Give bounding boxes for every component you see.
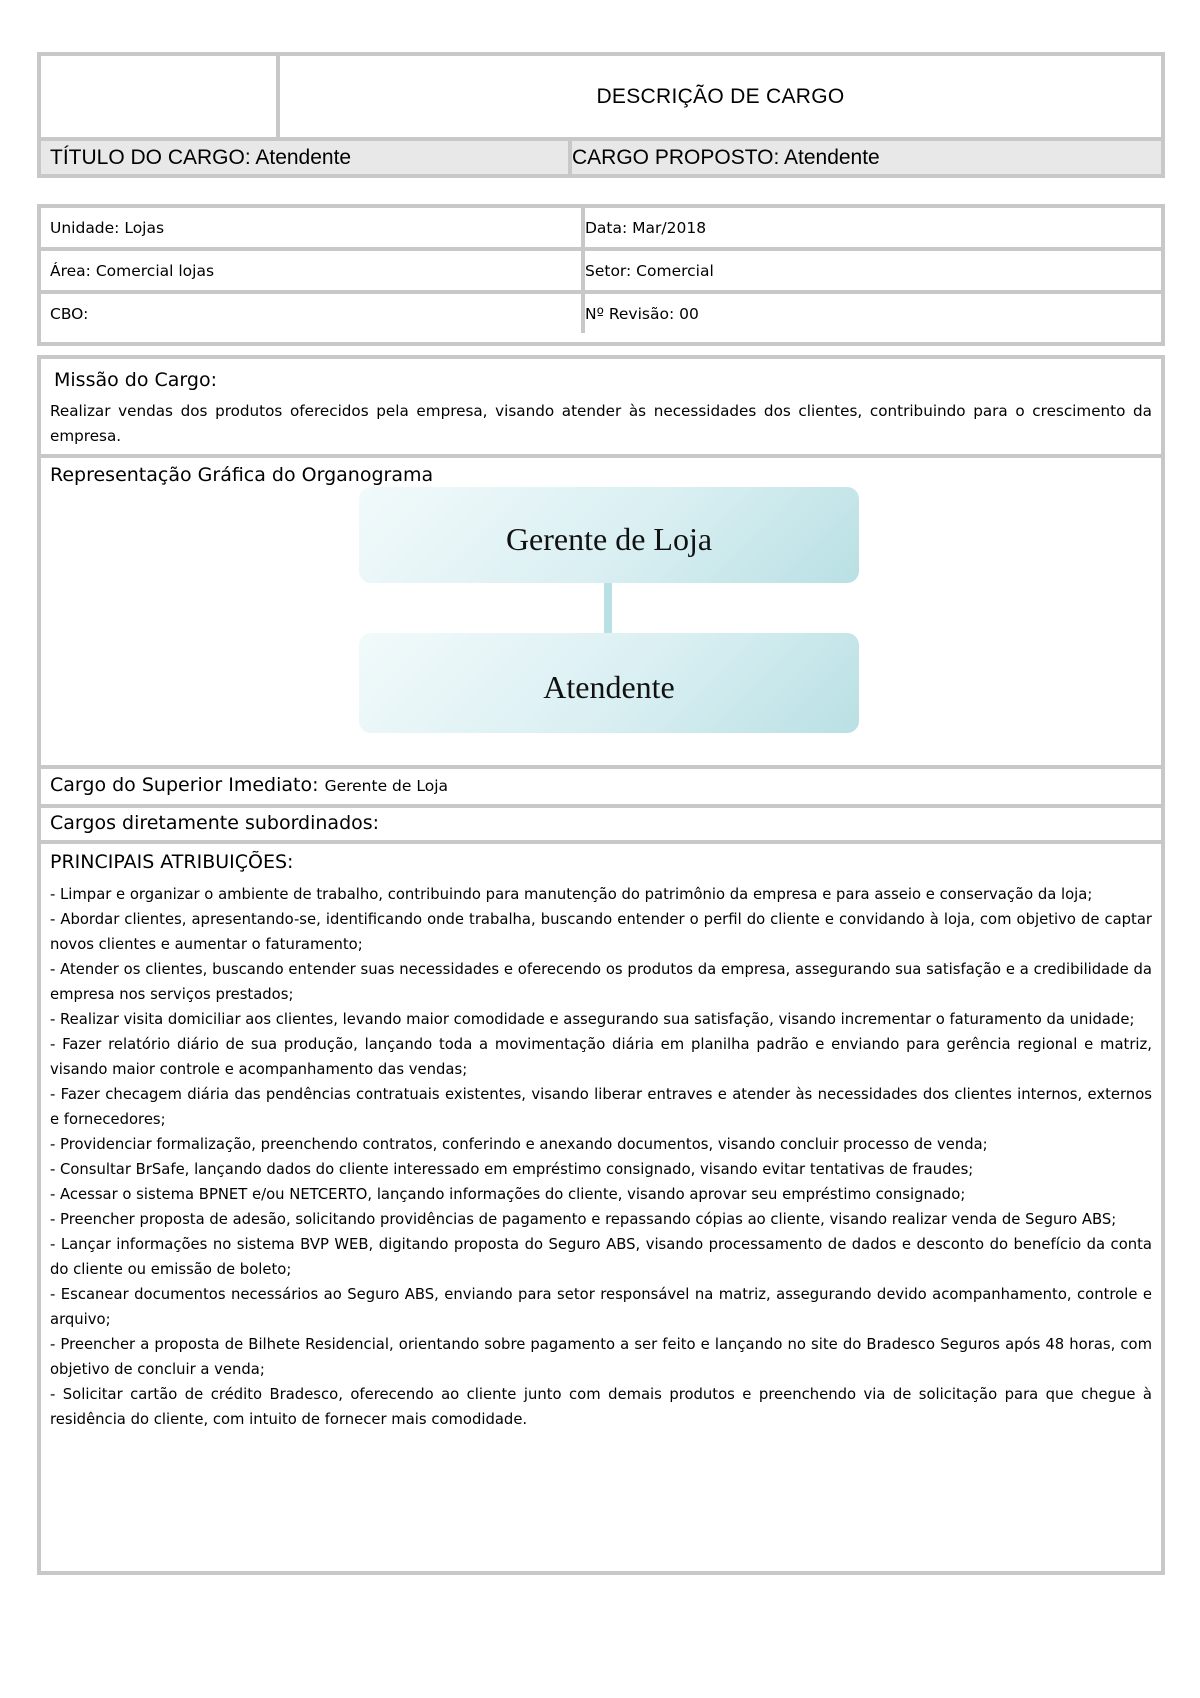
list-item: - Abordar clientes, apresentando-se, identificando onde trabalha, buscando entender o perfil do cliente e convidando à loja, com objetivo de captar novos clientes e aumentar o faturamento;	[50, 911, 1152, 953]
list-item: - Escanear documentos necessários ao Seguro ABS, enviando para setor responsável na matriz, assegurando devido acompanhamento, controle e arquivo;	[50, 1286, 1152, 1328]
mission-title: Missão do Cargo:	[54, 369, 217, 391]
header-bottom-row	[41, 141, 1161, 174]
info-table	[37, 204, 1165, 346]
list-item: - Preencher proposta de adesão, solicitando providências de pagamento e repassando cópias ao cliente, visando realizar venda de Seguro ABS;	[50, 1211, 1117, 1228]
info-row	[41, 290, 1161, 333]
list-item: - Acessar o sistema BPNET e/ou NETCERTO, lançando informações do cliente, visando aprovar seu empréstimo consignado;	[50, 1186, 966, 1203]
list-item: - Realizar visita domiciliar aos clientes, levando maior comodidade e assegurando sua satisfação, visando incrementar o faturamento da unidade;	[50, 1011, 1135, 1028]
org-chart-title: Representação Gráfica do Organograma	[50, 464, 434, 486]
document-title: DESCRIÇÃO DE CARGO	[596, 84, 845, 108]
header-top-row	[41, 56, 1161, 141]
unidade-field: Unidade: Lojas	[41, 208, 585, 247]
subordinates-section	[41, 808, 1161, 844]
org-chart-section	[41, 458, 1161, 769]
revisao-field: Nº Revisão: 00	[585, 304, 699, 323]
main-table	[37, 355, 1165, 1575]
superior-row	[50, 774, 448, 796]
superior-value: Gerente de Loja	[324, 777, 448, 795]
mission-section	[41, 359, 1161, 458]
org-node-manager: Gerente de Loja	[359, 487, 859, 583]
attributions-title: PRINCIPAIS ATRIBUIÇÕES:	[50, 851, 294, 873]
area-field: Área: Comercial lojas	[41, 251, 585, 290]
header-table	[37, 52, 1165, 178]
list-item: - Providenciar formalização, preenchendo contratos, conferindo e anexando documentos, visando concluir processo de venda;	[50, 1136, 988, 1153]
superior-label: Cargo do Superior Imediato:	[50, 774, 319, 796]
list-item: - Consultar BrSafe, lançando dados do cliente interessado em empréstimo consignado, visando evitar tentativas de fraudes;	[50, 1161, 974, 1178]
list-item: - Limpar e organizar o ambiente de trabalho, contribuindo para manutenção do patrimônio da empresa e para asseio e conservação da loja;	[50, 886, 1093, 903]
info-row	[41, 247, 1161, 290]
list-item: - Solicitar cartão de crédito Bradesco, oferecendo ao cliente junto com demais produtos e preenchendo via de solicitação para que chegue à residência do cliente, com intuito de fornecer mais comodidade.	[50, 1386, 1152, 1428]
list-item: - Fazer checagem diária das pendências contratuais existentes, visando liberar entraves e atender às necessidades dos clientes internos, externos e fornecedores;	[50, 1086, 1152, 1128]
list-item: - Atender os clientes, buscando entender suas necessidades e oferecendo os produtos da empresa, assegurando sua satisfação e a credibilidade da empresa nos serviços prestados;	[50, 961, 1152, 1003]
cbo-field: CBO:	[41, 294, 585, 333]
list-item: - Lançar informações no sistema BVP WEB, digitando proposta do Seguro ABS, visando processamento de dados e desconto do benefício da conta do cliente ou emissão de boleto;	[50, 1236, 1152, 1278]
attributions-list	[50, 882, 1152, 1432]
mission-text: Realizar vendas dos produtos oferecidos pela empresa, visando atender às necessidades dos clientes, contribuindo para o crescimento da empresa.	[50, 402, 1152, 445]
setor-field: Setor: Comercial	[585, 261, 714, 280]
job-title: TÍTULO DO CARGO: Atendente	[41, 141, 572, 174]
list-item: - Preencher a proposta de Bilhete Residencial, orientando sobre pagamento a ser feito e lançando no site do Bradesco Seguros após 48 horas, com objetivo de concluir a venda;	[50, 1336, 1152, 1378]
logo-cell	[41, 56, 280, 137]
list-item: - Fazer relatório diário de sua produção, lançando toda a movimentação diária em planilha padrão e enviando para gerência regional e matriz, visando maior controle e acompanhamento das vendas;	[50, 1036, 1152, 1078]
attributions-section	[41, 844, 1161, 1571]
data-field: Data: Mar/2018	[585, 218, 707, 237]
superior-section	[41, 769, 1161, 808]
subordinates-label: Cargos diretamente subordinados:	[50, 812, 380, 834]
org-node-attendant: Atendente	[359, 633, 859, 733]
proposed-job: CARGO PROPOSTO: Atendente	[572, 145, 880, 169]
org-connector	[604, 583, 612, 633]
info-row	[41, 208, 1161, 247]
